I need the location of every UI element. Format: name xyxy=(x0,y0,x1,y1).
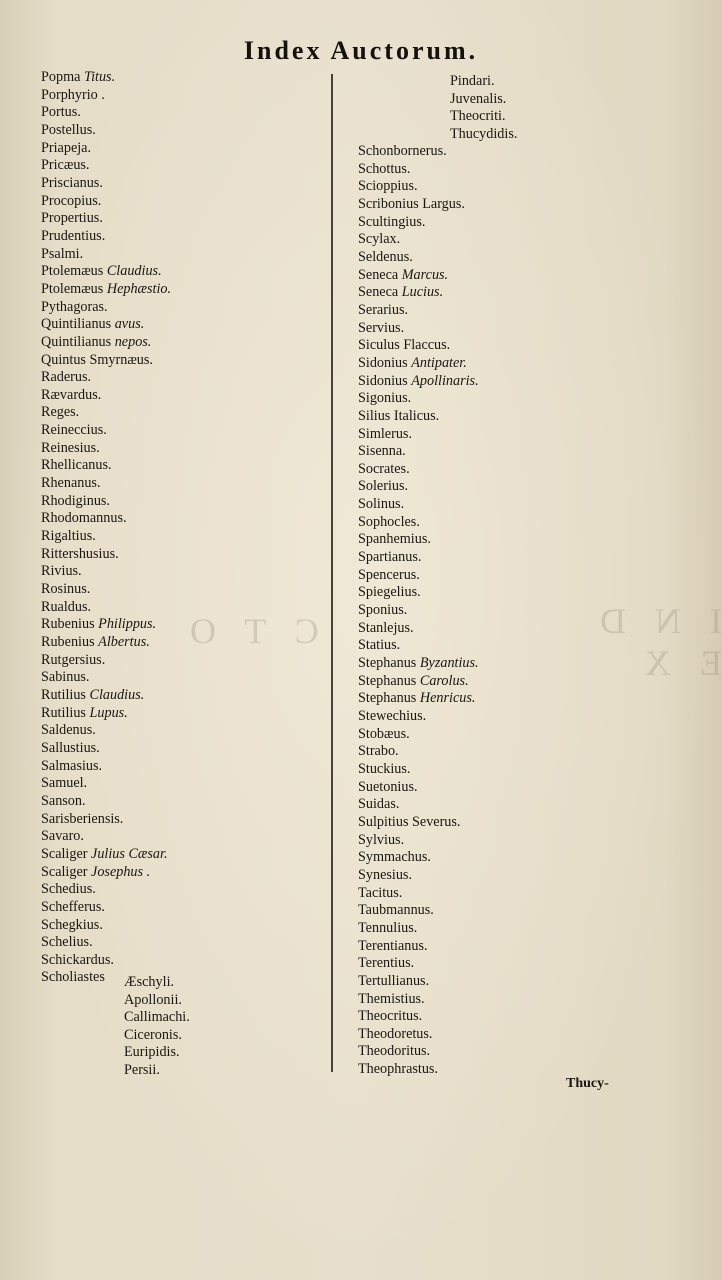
author-entry xyxy=(41,528,171,546)
author-name: Psalmi. xyxy=(41,245,84,262)
author-entry xyxy=(358,743,479,761)
author-epithet: Henricus. xyxy=(419,690,476,707)
author-entry xyxy=(41,811,171,829)
author-entry xyxy=(41,934,171,952)
author-name: Tertullianus. xyxy=(358,972,430,989)
author-name: Propertius. xyxy=(41,210,103,227)
author-name: Stephanus xyxy=(358,655,417,672)
author-epithet: Julius Cæsar. xyxy=(91,845,168,862)
author-name: Pythagoras. xyxy=(41,298,108,315)
page-title: Index Auctorum. xyxy=(243,36,479,65)
author-entry xyxy=(41,722,171,740)
author-name: Sylvius. xyxy=(358,831,405,848)
author-entry xyxy=(41,546,171,564)
author-name: Sponius. xyxy=(358,602,408,619)
author-name: Strabo. xyxy=(358,743,399,760)
author-entry xyxy=(41,457,171,475)
author-entry: Apollonii. xyxy=(124,991,182,1008)
author-name: Sigonius. xyxy=(358,390,412,407)
author-entry xyxy=(41,793,171,811)
author-name: Portus. xyxy=(41,104,81,121)
author-entry xyxy=(41,917,171,935)
author-name: Raderus. xyxy=(41,369,92,386)
author-entry xyxy=(358,355,479,373)
author-entry xyxy=(358,408,479,426)
author-name: Ptolemæus xyxy=(41,280,104,297)
author-name: Stephanus xyxy=(358,690,417,707)
author-entry xyxy=(41,281,171,299)
author-entry xyxy=(41,846,171,864)
author-entry xyxy=(358,1043,479,1061)
author-name: Spencerus. xyxy=(358,566,420,583)
author-entry xyxy=(41,157,171,175)
author-entry xyxy=(41,634,171,652)
author-entry xyxy=(358,443,479,461)
author-name: Themistius. xyxy=(358,990,425,1007)
author-entry xyxy=(358,143,479,161)
author-name: Reges. xyxy=(41,404,80,421)
author-name: Theodoritus. xyxy=(358,1043,431,1060)
author-epithet: Philippus. xyxy=(98,616,157,633)
author-name: Symmachus. xyxy=(358,849,431,866)
author-entry xyxy=(41,87,171,105)
author-entry xyxy=(358,902,479,920)
author-name: Scholiastes xyxy=(41,969,105,986)
author-entry xyxy=(358,1008,479,1026)
author-entry xyxy=(358,1061,479,1079)
author-name: Reinesius. xyxy=(41,439,100,456)
author-entry xyxy=(41,740,171,758)
author-entry xyxy=(41,228,171,246)
author-name: Popma xyxy=(41,69,81,85)
author-name: Sisenna. xyxy=(358,443,406,460)
author-entry xyxy=(358,955,479,973)
author-epithet: Claudius. xyxy=(89,686,145,703)
author-name: Rhodomannus. xyxy=(41,510,127,527)
author-entry xyxy=(358,673,479,691)
author-name: Rubenius xyxy=(41,634,95,650)
author-entry xyxy=(358,337,479,355)
author-entry xyxy=(41,316,171,334)
scholiastes-sublist xyxy=(124,974,190,1079)
author-name: Scylax. xyxy=(358,231,401,248)
author-entry xyxy=(358,973,479,991)
author-entry xyxy=(41,263,171,281)
author-entry xyxy=(358,779,479,797)
author-entry xyxy=(41,140,171,158)
author-entry xyxy=(41,193,171,211)
left-author-column xyxy=(41,69,171,987)
author-entry xyxy=(41,493,171,511)
bleed-through-text-2: C T O xyxy=(180,611,319,651)
author-entry xyxy=(358,708,479,726)
author-name: Ptolemæus xyxy=(41,263,104,280)
author-entry xyxy=(41,652,171,670)
author-entry xyxy=(41,616,171,634)
author-entry xyxy=(358,302,479,320)
author-name: Terentianus. xyxy=(358,937,428,954)
author-entry xyxy=(358,620,479,638)
author-name: Quintus Smyrnæus. xyxy=(41,351,153,368)
author-entry xyxy=(358,938,479,956)
author-name: Porphyrio . xyxy=(41,86,105,103)
author-name: Schedius. xyxy=(41,881,96,898)
author-entry xyxy=(41,899,171,917)
author-name: Stuckius. xyxy=(358,760,411,777)
author-name: Savaro. xyxy=(41,828,84,845)
author-epithet: Lucius. xyxy=(401,284,444,301)
author-name: Scribonius Largus. xyxy=(358,195,465,212)
author-entry xyxy=(358,161,479,179)
author-name: Scaliger xyxy=(41,863,88,880)
author-epithet: Antipater. xyxy=(411,354,467,371)
author-entry xyxy=(41,422,171,440)
author-entry xyxy=(358,761,479,779)
author-entry xyxy=(358,796,479,814)
author-name: Sabinus. xyxy=(41,669,90,686)
author-name: Samuel. xyxy=(41,775,88,792)
author-name: Rævardus. xyxy=(41,386,102,403)
author-entry xyxy=(41,952,171,970)
author-entry xyxy=(358,991,479,1009)
author-entry: Juvenalis. xyxy=(450,90,507,107)
author-name: Reineccius. xyxy=(41,422,107,439)
author-entry xyxy=(358,267,479,285)
author-name: Rubenius xyxy=(41,616,95,633)
author-entry xyxy=(358,549,479,567)
author-name: Rhodiginus. xyxy=(41,492,110,509)
author-entry xyxy=(41,510,171,528)
author-entry xyxy=(358,849,479,867)
author-epithet: Claudius. xyxy=(106,263,162,280)
author-entry xyxy=(358,602,479,620)
author-entry xyxy=(358,655,479,673)
author-entry xyxy=(41,246,171,264)
author-entry xyxy=(41,881,171,899)
author-entry: Thucydidis. xyxy=(450,125,518,142)
author-entry xyxy=(41,334,171,352)
author-entry xyxy=(41,299,171,317)
author-name: Simlerus. xyxy=(358,425,412,442)
author-entry xyxy=(358,320,479,338)
author-entry xyxy=(358,214,479,232)
author-name: Schegkius. xyxy=(41,916,103,933)
author-name: Solinus. xyxy=(358,496,405,513)
author-entry xyxy=(358,531,479,549)
author-name: Quintilianus xyxy=(41,316,112,333)
author-entry: Callimachi. xyxy=(124,1009,190,1025)
author-epithet: Lupus. xyxy=(89,704,128,721)
author-name: Serarius. xyxy=(358,301,409,318)
author-name: Spiegelius. xyxy=(358,584,421,601)
author-name: Schottus. xyxy=(358,160,411,177)
author-entry xyxy=(358,1026,479,1044)
author-name: Synesius. xyxy=(358,866,412,883)
author-name: Schefferus. xyxy=(41,898,105,915)
author-name: Seldenus. xyxy=(358,248,413,265)
author-name: Suetonius. xyxy=(358,778,418,795)
author-entry: Pindari. xyxy=(450,73,495,89)
author-name: Theocritus. xyxy=(358,1008,423,1025)
author-name: Rigaltius. xyxy=(41,528,96,545)
author-name: Pricæus. xyxy=(41,157,90,174)
scholiastes-continuation-list xyxy=(450,73,517,143)
author-entry xyxy=(358,584,479,602)
author-name: Rutilius xyxy=(41,686,86,703)
author-name: Stobæus. xyxy=(358,725,410,742)
author-name: Sallustius. xyxy=(41,739,100,756)
author-entry xyxy=(41,122,171,140)
author-entry xyxy=(41,687,171,705)
author-name: Spartianus. xyxy=(358,549,422,566)
author-epithet: nepos. xyxy=(114,333,152,350)
author-name: Postellus. xyxy=(41,121,96,138)
author-entry xyxy=(41,210,171,228)
author-epithet: Byzantius. xyxy=(419,655,479,672)
author-entry xyxy=(358,373,479,391)
author-name: Rutilius xyxy=(41,704,86,721)
author-entry xyxy=(358,885,479,903)
author-entry xyxy=(358,249,479,267)
author-name: Rhellicanus. xyxy=(41,457,112,474)
author-entry xyxy=(41,828,171,846)
author-epithet: Apollinaris. xyxy=(411,372,479,389)
author-name: Rittershusius. xyxy=(41,545,119,562)
author-name: Sophocles. xyxy=(358,513,420,530)
author-entry xyxy=(358,637,479,655)
author-entry: Persii. xyxy=(124,1061,160,1078)
bleed-through-text-1: I N D E X xyxy=(590,601,722,683)
author-name: Stewechius. xyxy=(358,708,427,724)
author-name: Quintilianus xyxy=(41,333,112,350)
author-entry: Theocriti. xyxy=(450,108,506,124)
author-name: Sidonius xyxy=(358,372,408,389)
author-name: Terentius. xyxy=(358,955,415,972)
author-name: Schonbornerus. xyxy=(358,143,447,159)
author-name: Seneca xyxy=(358,266,399,283)
author-entry xyxy=(358,690,479,708)
author-name: Sanson. xyxy=(41,792,86,809)
author-entry xyxy=(358,496,479,514)
author-name: Scioppius. xyxy=(358,178,418,195)
author-entry xyxy=(358,231,479,249)
author-entry xyxy=(358,514,479,532)
author-entry xyxy=(358,196,479,214)
author-name: Priapeja. xyxy=(41,139,92,156)
column-divider xyxy=(331,74,333,1072)
author-name: Schickardus. xyxy=(41,951,114,968)
author-entry xyxy=(358,426,479,444)
author-entry xyxy=(41,864,171,882)
author-entry xyxy=(41,440,171,458)
author-entry xyxy=(41,69,171,87)
author-entry xyxy=(41,175,171,193)
right-author-column xyxy=(358,143,479,1079)
author-epithet: Marcus. xyxy=(401,266,449,283)
author-name: Saldenus. xyxy=(41,722,96,739)
author-entry xyxy=(41,369,171,387)
author-entry xyxy=(358,284,479,302)
author-name: Rivius. xyxy=(41,563,82,580)
author-entry: Æschyli. xyxy=(124,974,175,990)
author-name: Statius. xyxy=(358,637,401,654)
author-name: Sulpitius Severus. xyxy=(358,813,461,830)
author-epithet: avus. xyxy=(114,316,145,333)
author-name: Sidonius xyxy=(358,354,408,371)
author-epithet: Hephæstio. xyxy=(106,280,172,297)
author-name: Stephanus xyxy=(358,672,417,689)
author-entry xyxy=(358,832,479,850)
author-entry xyxy=(358,814,479,832)
author-entry xyxy=(41,104,171,122)
author-name: Theophrastus. xyxy=(358,1061,438,1078)
author-entry xyxy=(41,404,171,422)
author-name: Silius Italicus. xyxy=(358,407,440,424)
author-name: Taubmannus. xyxy=(358,902,434,919)
author-epithet: Albertus. xyxy=(98,634,150,650)
author-epithet: Josephus . xyxy=(91,863,151,880)
author-name: Suidas. xyxy=(358,796,400,813)
author-epithet: Titus. xyxy=(83,69,116,85)
author-name: Solerius. xyxy=(358,478,409,495)
author-name: Socrates. xyxy=(358,460,410,477)
author-name: Procopius. xyxy=(41,192,102,209)
author-name: Siculus Flaccus. xyxy=(358,337,451,354)
author-entry xyxy=(358,461,479,479)
author-name: Schelius. xyxy=(41,934,93,951)
author-name: Sarisberiensis. xyxy=(41,810,124,827)
author-name: Salmasius. xyxy=(41,757,103,774)
author-entry xyxy=(41,669,171,687)
author-entry xyxy=(41,775,171,793)
author-name: Theodoretus. xyxy=(358,1025,433,1042)
author-name: Prudentius. xyxy=(41,227,106,244)
author-entry xyxy=(358,920,479,938)
author-entry xyxy=(41,581,171,599)
author-name: Scultingius. xyxy=(358,213,426,230)
author-name: Servius. xyxy=(358,319,405,336)
author-name: Stanlejus. xyxy=(358,619,414,636)
catchword: Thucy- xyxy=(566,1076,609,1091)
author-entry xyxy=(358,390,479,408)
author-name: Tacitus. xyxy=(358,884,403,901)
author-entry xyxy=(358,567,479,585)
author-entry xyxy=(41,475,171,493)
author-entry xyxy=(41,599,171,617)
author-epithet: Carolus. xyxy=(419,672,469,689)
author-entry xyxy=(41,352,171,370)
author-name: Scaliger xyxy=(41,845,88,862)
author-name: Rualdus. xyxy=(41,598,92,615)
author-name: Rhenanus. xyxy=(41,475,101,492)
author-entry xyxy=(358,178,479,196)
author-name: Seneca xyxy=(358,284,399,301)
author-entry xyxy=(41,758,171,776)
author-entry xyxy=(358,867,479,885)
author-entry xyxy=(41,705,171,723)
author-entry xyxy=(358,478,479,496)
author-entry xyxy=(358,726,479,744)
author-name: Priscianus. xyxy=(41,174,103,191)
author-entry xyxy=(41,563,171,581)
author-name: Rosinus. xyxy=(41,581,91,598)
author-entry: Ciceronis. xyxy=(124,1026,182,1043)
author-entry xyxy=(41,387,171,405)
author-name: Tennulius. xyxy=(358,919,418,936)
author-name: Spanhemius. xyxy=(358,531,431,548)
author-entry: Euripidis. xyxy=(124,1044,180,1060)
author-name: Rutgersius. xyxy=(41,651,106,668)
